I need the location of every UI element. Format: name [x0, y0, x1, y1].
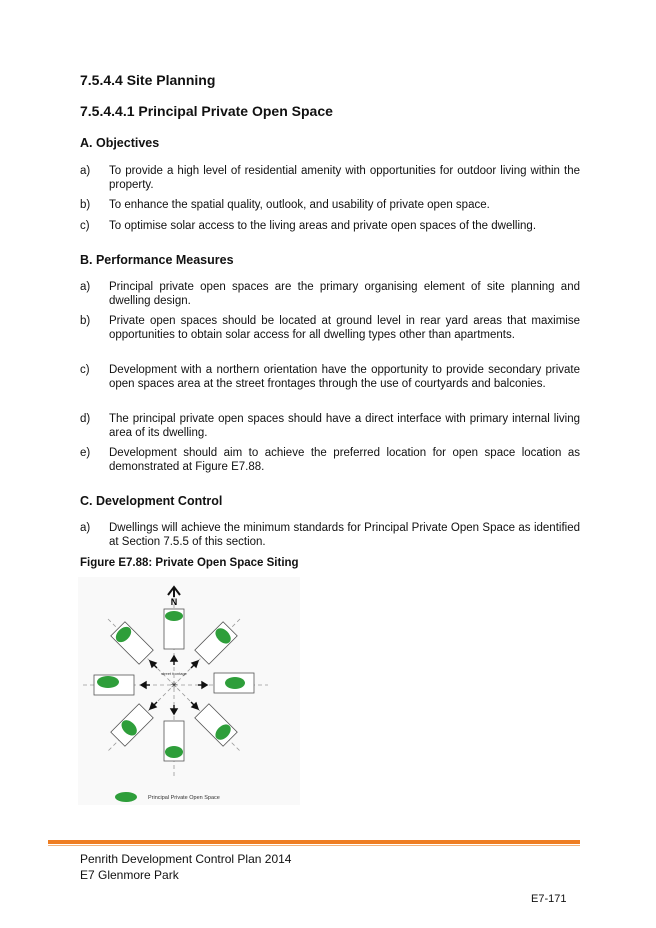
- item-text: Private open spaces should be located at ground level in rear yard areas that maximise opportunities to obtain solar access for all dwelling types other than apartments.: [109, 315, 580, 342]
- list-item: [80, 363, 580, 391]
- item-label: a): [80, 522, 91, 534]
- item-label: a): [80, 165, 91, 177]
- list-item: [80, 521, 580, 549]
- lot-north: [164, 609, 184, 649]
- item-text: To enhance the spatial quality, outlook, and usability of private open space.: [109, 199, 490, 211]
- item-text: Development with a northern orientation have the opportunity to provide secondary private open spaces area at the street frontages through the use of courtyards and balconies.: [109, 364, 580, 391]
- list-item: [80, 219, 580, 233]
- item-text: To provide a high level of residential amenity with opportunities for outdoor living within the property.: [109, 165, 580, 192]
- item-text: The principal private open spaces should have a direct interface with primary internal living area of its dwelling.: [109, 413, 580, 440]
- legend-label: Principal Private Open Space: [148, 795, 220, 801]
- open-space-blob: [165, 611, 183, 621]
- item-label: c): [80, 364, 90, 376]
- open-space-blob: [97, 676, 119, 688]
- private-open-space-siting-diagram: [78, 577, 300, 805]
- footer-section-title: E7 Glenmore Park: [80, 868, 179, 882]
- figure-caption: Figure E7.88: Private Open Space Siting: [80, 557, 299, 569]
- centre-star-icon: ✳: [170, 680, 178, 690]
- open-space-blob: [225, 677, 245, 689]
- list-item: [80, 280, 580, 308]
- list-item: [80, 198, 580, 212]
- item-text: To optimise solar access to the living areas and private open spaces of the dwelling.: [109, 220, 537, 232]
- heading-principal-private-open-space: 7.5.4.4.1 Principal Private Open Space: [80, 103, 333, 119]
- lot-east: [214, 673, 254, 693]
- heading-site-planning: 7.5.4.4 Site Planning: [80, 72, 216, 88]
- item-label: b): [80, 199, 91, 211]
- item-label: c): [80, 220, 90, 232]
- section-b-title: B. Performance Measures: [80, 253, 234, 267]
- footer-divider: [48, 840, 580, 844]
- lot-south: [164, 721, 184, 761]
- item-label: a): [80, 281, 91, 293]
- item-label: e): [80, 447, 91, 459]
- list-item: [80, 164, 580, 192]
- item-text: Principal private open spaces are the primary organising element of site planning and dwelling design.: [109, 281, 580, 308]
- legend-swatch: [115, 792, 137, 802]
- section-c-title: C. Development Control: [80, 494, 223, 508]
- footer-divider-shadow: [48, 845, 580, 846]
- street-frontage-label: street frontage: [161, 671, 187, 676]
- item-label: b): [80, 315, 91, 327]
- list-item: [80, 314, 580, 342]
- lot-west: [94, 675, 134, 695]
- footer-document-title: Penrith Development Control Plan 2014: [80, 852, 292, 866]
- list-item: [80, 446, 580, 474]
- section-a-title: A. Objectives: [80, 136, 160, 150]
- list-item: [80, 412, 580, 440]
- north-label: N: [170, 597, 178, 607]
- item-text: Development should aim to achieve the preferred location for open space location as demonstrated at Figure E7.88.: [109, 447, 580, 474]
- item-label: d): [80, 413, 91, 425]
- page-number: E7-171: [531, 893, 567, 905]
- open-space-blob: [165, 746, 183, 758]
- item-text: Dwellings will achieve the minimum standards for Principal Private Open Space as identified at Section 7.5.5 of this section.: [109, 522, 580, 549]
